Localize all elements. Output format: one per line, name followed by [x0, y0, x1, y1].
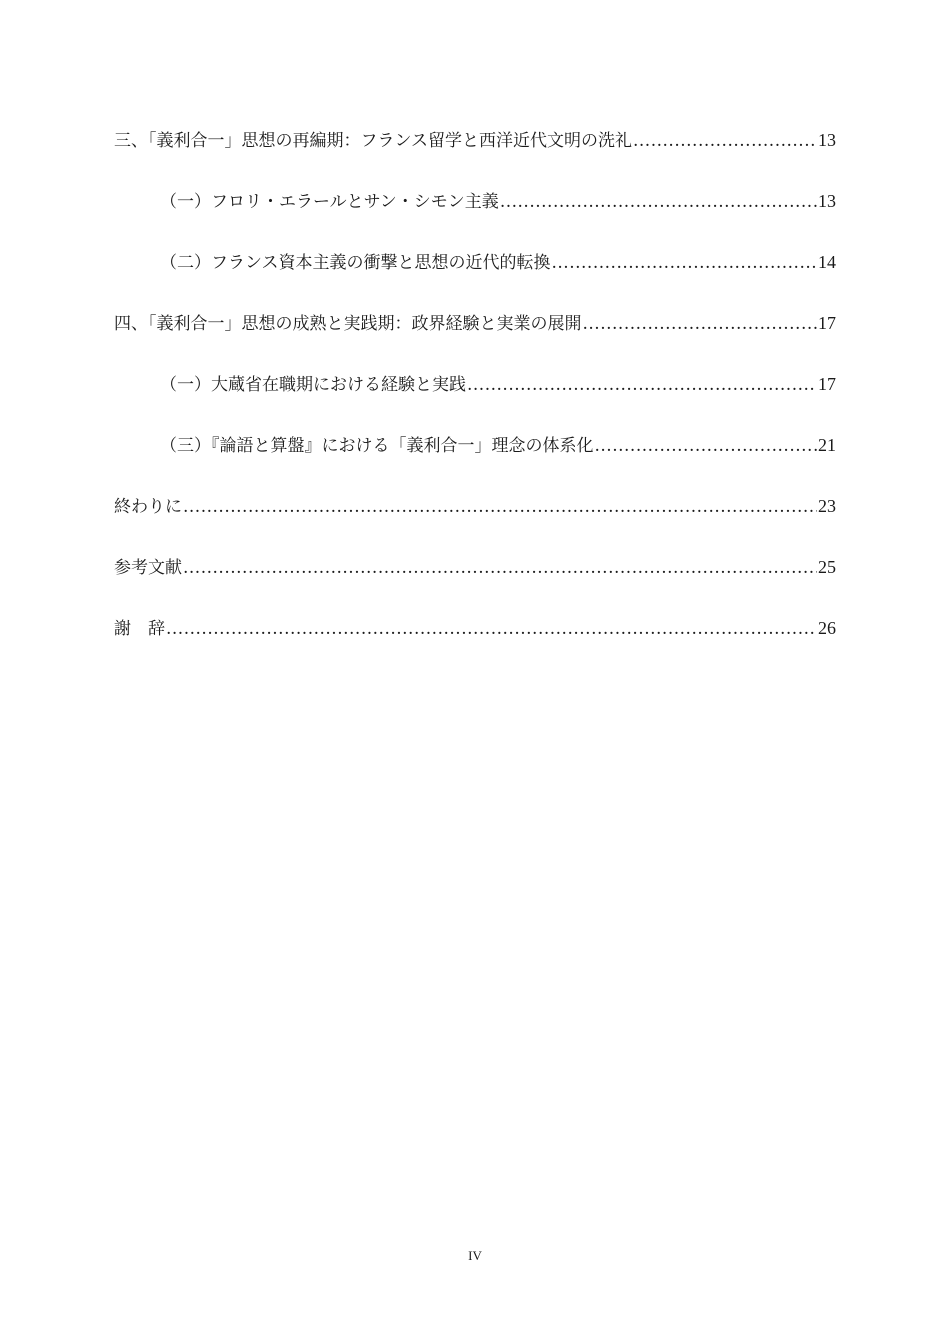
dot-leader	[633, 125, 817, 157]
toc-entry-label: 謝 辞	[114, 619, 165, 639]
dot-leader	[500, 186, 817, 218]
table-of-contents	[114, 124, 836, 673]
toc-entry-section-4-1[interactable]	[114, 368, 836, 429]
dot-leader	[183, 491, 817, 523]
toc-entry-page: 17	[818, 374, 836, 394]
dot-leader	[595, 430, 818, 462]
toc-entry-section-4-3[interactable]	[114, 429, 836, 490]
toc-entry-acknowledgments[interactable]	[114, 612, 836, 673]
page-number: IV	[468, 1248, 482, 1263]
toc-entry-conclusion[interactable]	[114, 490, 836, 551]
toc-entry-section-4[interactable]	[114, 307, 836, 368]
toc-entry-section-3-2[interactable]	[114, 246, 836, 307]
toc-entry-label: 三、「義利合一」思想の再編期：フランス留学と西洋近代文明の洗礼	[114, 131, 632, 151]
toc-entry-page: 14	[818, 252, 836, 272]
toc-entry-label: （二）フランス資本主義の衝撃と思想の近代的転換	[160, 253, 551, 273]
toc-entry-section-3-1[interactable]	[114, 185, 836, 246]
toc-entry-label: （一）大蔵省在職期における経験と実践	[160, 375, 466, 395]
toc-entry-page: 23	[818, 496, 836, 516]
toc-entry-page: 21	[818, 435, 836, 455]
toc-entry-label: （一）フロリ・エラールとサン・シモン主義	[160, 192, 499, 212]
toc-entry-page: 13	[818, 130, 836, 150]
dot-leader	[583, 308, 818, 340]
dot-leader	[183, 552, 817, 584]
dot-leader	[467, 369, 817, 401]
toc-entry-page: 13	[818, 191, 836, 211]
toc-entry-references[interactable]	[114, 551, 836, 612]
toc-entry-label: 終わりに	[114, 497, 182, 517]
dot-leader	[166, 613, 817, 645]
toc-entry-label: 四、「義利合一」思想の成熟と実践期：政界経験と実業の展開	[114, 314, 582, 334]
toc-entry-section-3[interactable]	[114, 124, 836, 185]
dot-leader	[552, 247, 818, 279]
toc-entry-label: 参考文献	[114, 558, 182, 578]
toc-entry-page: 26	[818, 618, 836, 638]
toc-entry-page: 25	[818, 557, 836, 577]
toc-entry-label: （三）『論語と算盤』における「義利合一」理念の体系化	[160, 436, 594, 456]
toc-entry-page: 17	[818, 313, 836, 333]
